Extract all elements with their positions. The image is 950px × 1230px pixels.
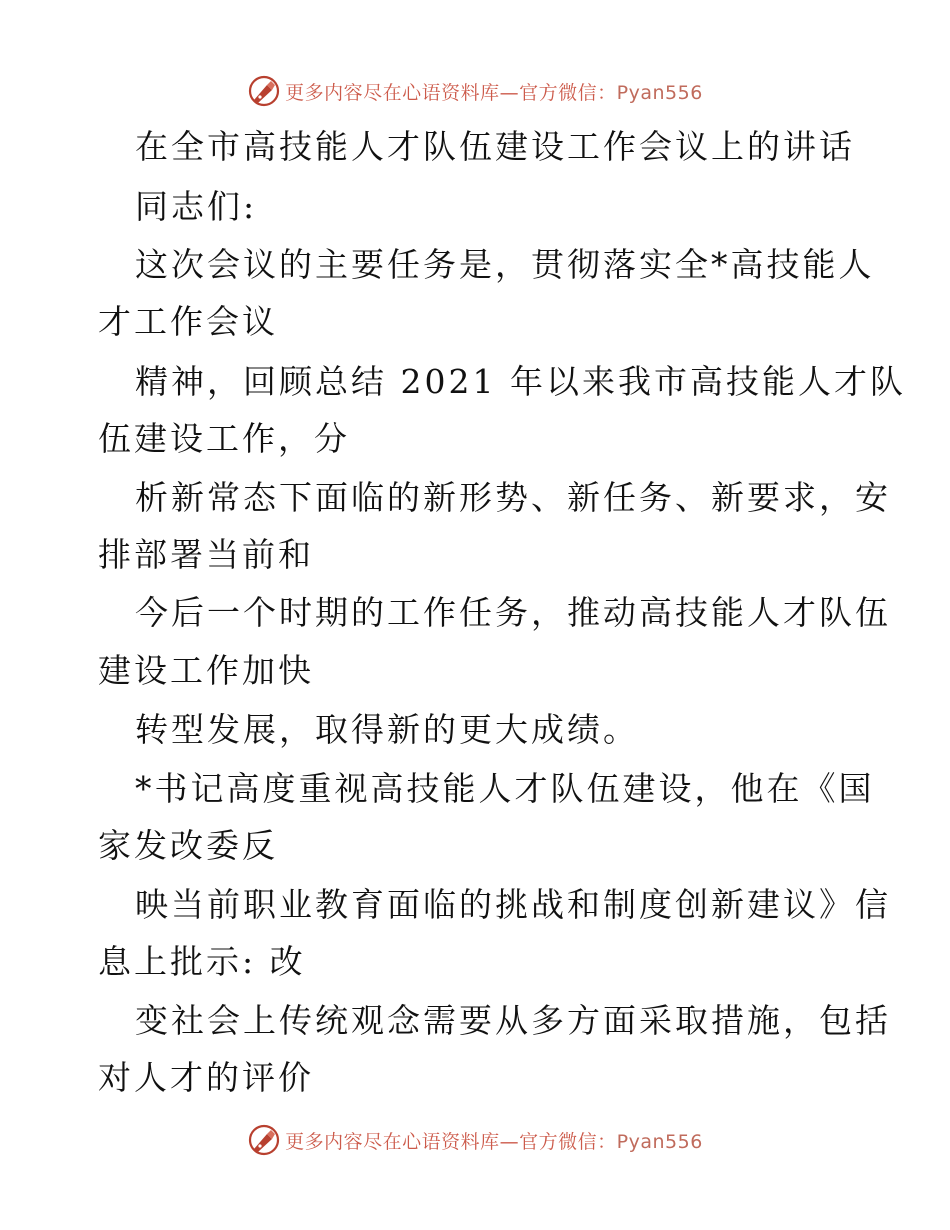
paragraph-line: 伍建设工作，分 (98, 419, 350, 458)
paragraph-line: 变社会上传统观念需要从多方面采取措施，包括 (135, 1001, 891, 1040)
paragraph-line: 才工作会议 (98, 302, 278, 341)
watermark-banner-top (0, 71, 950, 111)
paragraph-line: 家发改委反 (98, 826, 278, 865)
paragraph-line: 排部署当前和 (98, 535, 314, 574)
pen-nib-logo-icon (247, 1123, 281, 1157)
paragraph-line: 建设工作加快 (98, 651, 314, 690)
watermark-handle: Pyan556 (616, 81, 703, 104)
paragraph-line: 映当前职业教育面临的挑战和制度创新建议》信 (135, 885, 891, 924)
document-greeting: 同志们: (135, 187, 258, 226)
paragraph-line: 息上批示: 改 (98, 942, 306, 981)
paragraph-line: 转型发展，取得新的更大成绩。 (135, 710, 639, 749)
paragraph-line: 对人才的评价 (98, 1058, 314, 1097)
paragraph-line: 今后一个时期的工作任务，推动高技能人才队伍 (135, 593, 891, 632)
paragraph-line: 这次会议的主要任务是，贯彻落实全*高技能人 (135, 245, 875, 284)
watermark-text: 更多内容尽在心语资料库—官方微信：Pyan556 (285, 1130, 703, 1153)
document-title: 在全市高技能人才队伍建设工作会议上的讲话 (135, 127, 855, 166)
paragraph-line: 析新常态下面临的新形势、新任务、新要求，安 (135, 478, 891, 517)
watermark-banner-bottom (0, 1120, 950, 1160)
paragraph-line: 精神，回顾总结 2021 年以来我市高技能人才队 (135, 362, 906, 401)
paragraph-line: *书记高度重视高技能人才队伍建设，他在《国 (135, 769, 875, 808)
pen-nib-logo-icon (247, 74, 281, 108)
watermark-handle: Pyan556 (616, 1130, 703, 1153)
watermark-text: 更多内容尽在心语资料库—官方微信：Pyan556 (285, 81, 703, 104)
